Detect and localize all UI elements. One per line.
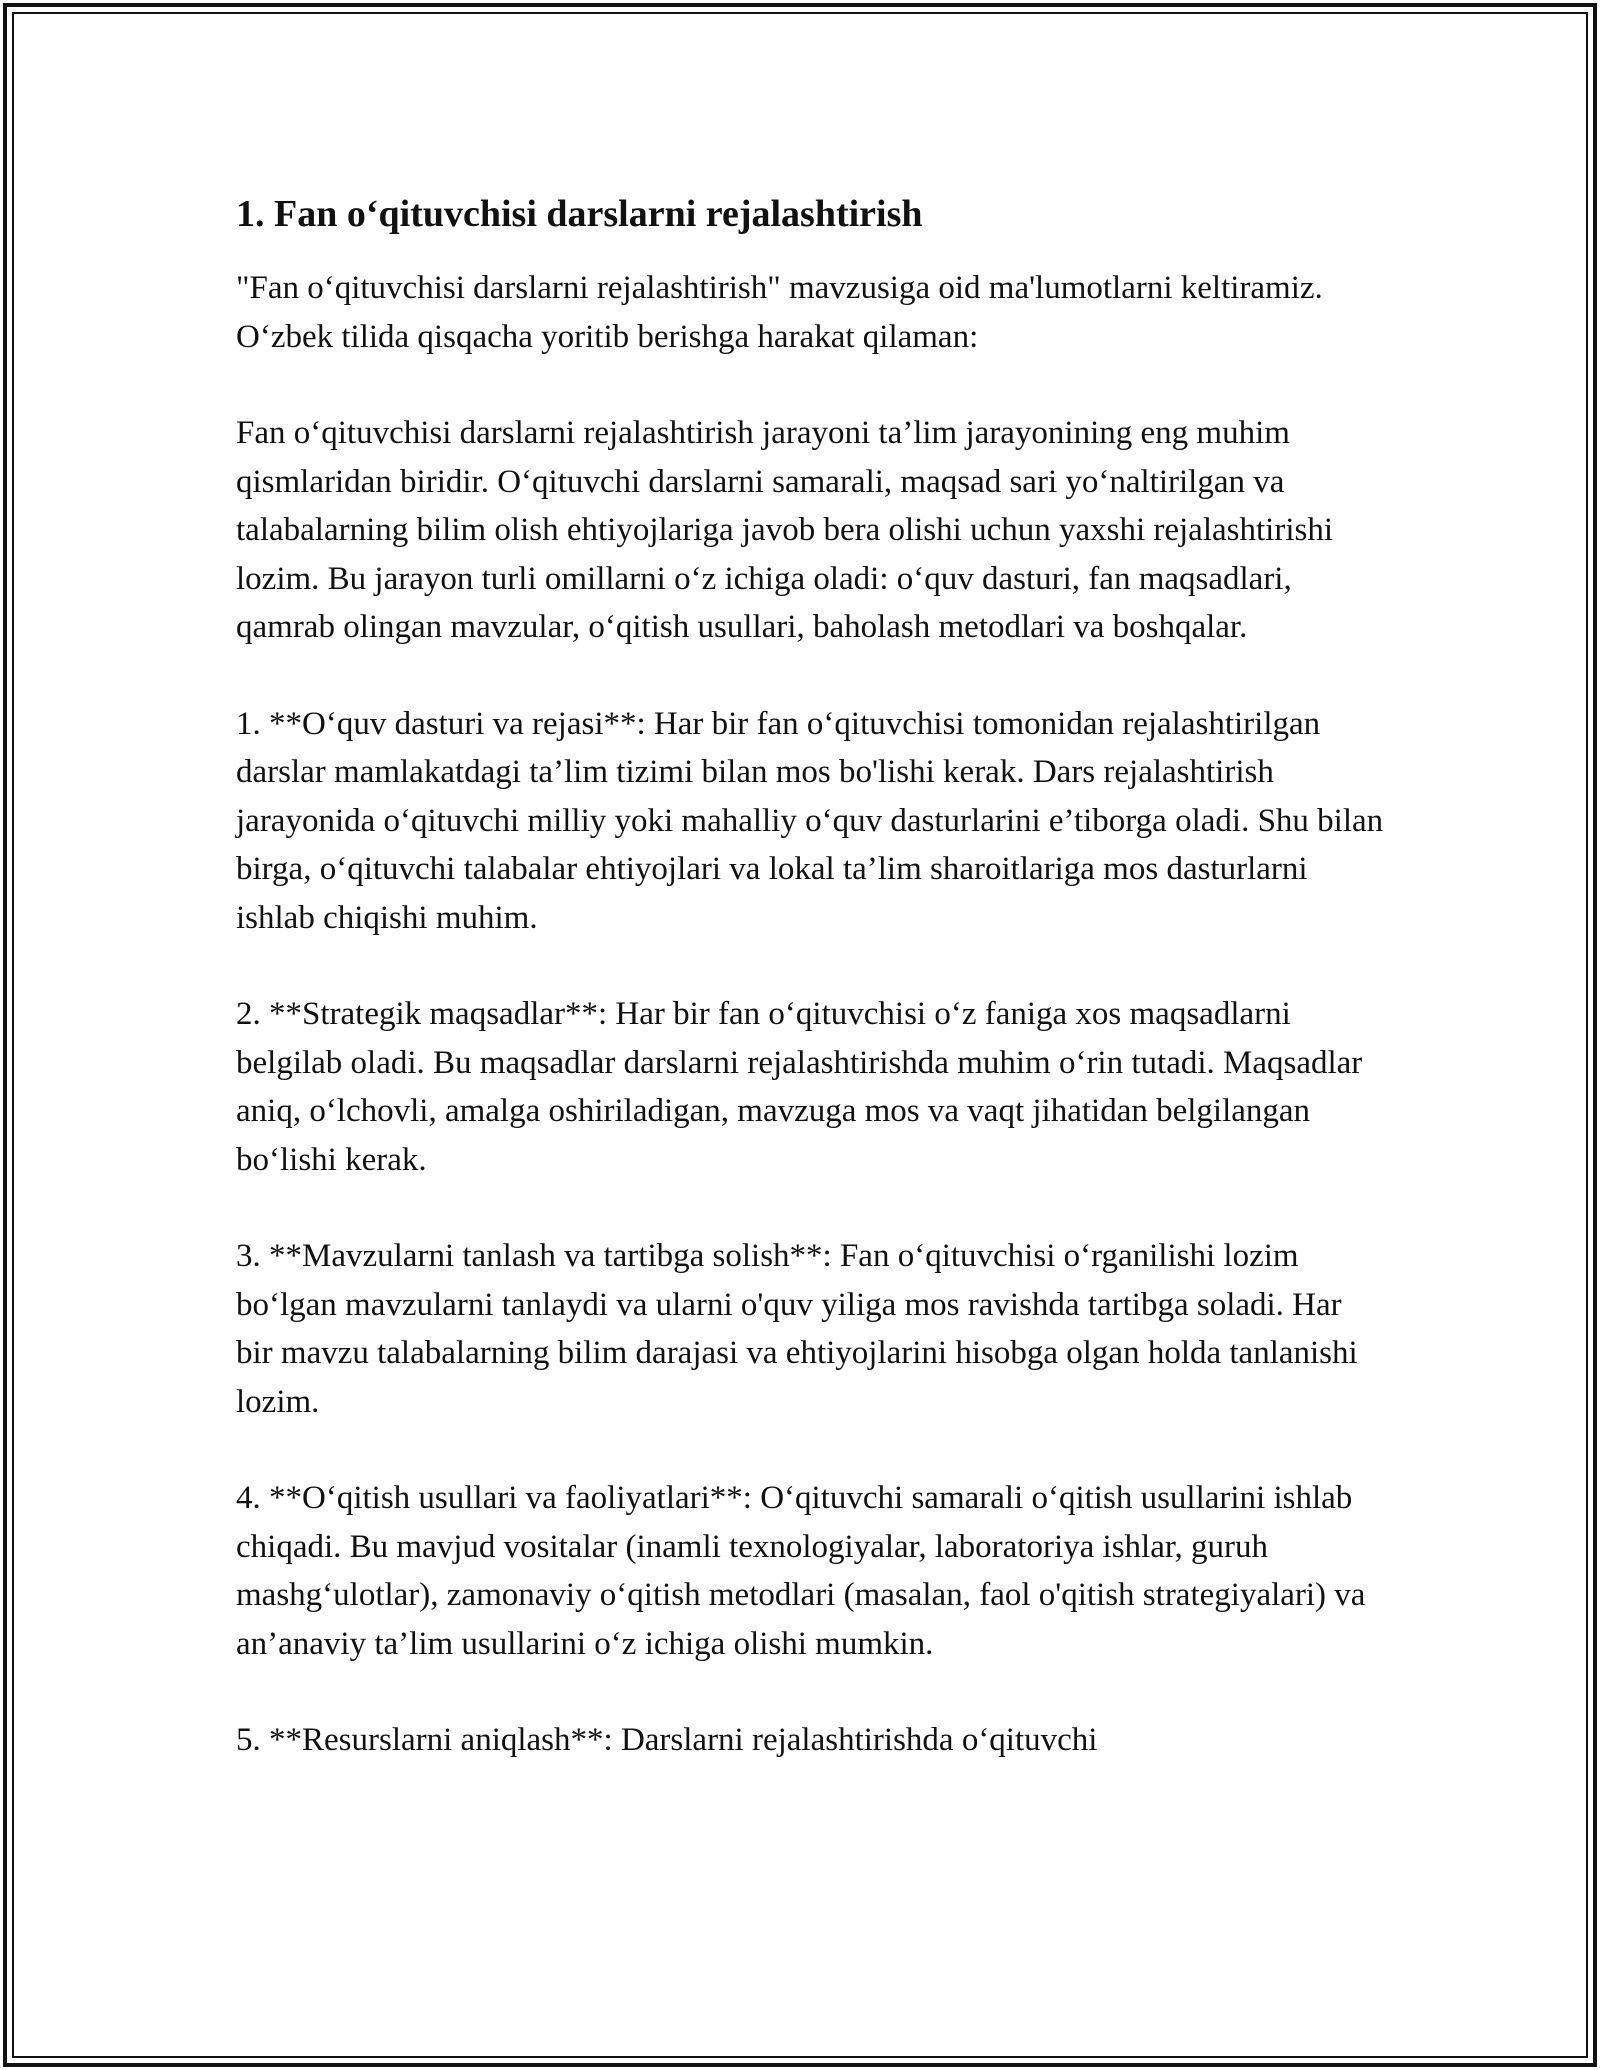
overview-paragraph: Fan o‘qituvchisi darslarni rejalashtirish jarayoni ta’lim jarayonining eng muhim qismlaridan biridir. O‘qituvchi darslarni samarali, maqsad sari yo‘naltirilgan va talabalarning bilim olish ehtiyojlariga javob bera olishi uchun yaxshi rejalashtirishi lozim. Bu jarayon turli omillarni o‘z ichiga oladi: o‘quv dasturi, fan maqsadlari, qamrab olingan mavzular, o‘qitish usullari, baholash metodlari va boshqalar.	[236, 415, 1333, 645]
intro-paragraph: "Fan o‘qituvchisi darslarni rejalashtirish" mavzusiga oid ma'lumotlarni keltiramiz. O‘zbek tilida qisqacha yoritib berishga harakat qilaman:	[236, 270, 1323, 355]
document-title: 1. Fan o‘qituvchisi darslarni rejalashtirish	[236, 193, 923, 235]
document-body	[236, 188, 1386, 1813]
item-curriculum-paragraph: 1. **O‘quv dasturi va rejasi**: Har bir fan o‘qituvchisi tomonidan rejalashtirilgan darslar mamlakatdagi ta’lim tizimi bilan mos bo'lishi kerak. Dars rejalashtirish jarayonida o‘qituvchi milliy yoki mahalliy o‘quv dasturlarini e’tiborga oladi. Shu bilan birga, o‘qituvchi talabalar ehtiyojlari va lokal ta’lim sharoitlariga mos dasturlarni ishlab chiqishi muhim.	[236, 705, 1384, 936]
item-teaching-methods-paragraph: 4. **O‘qitish usullari va faoliyatlari**: O‘qituvchi samarali o‘qitish usullarini ishlab chiqadi. Bu mavjud vositalar (inamli texnologiyalar, laboratoriya ishlar, guruh mashg‘ulotlar), zamonaviy o‘qitish metodlari (masalan, faol o'qitish strategiyalari) va an’anaviy ta’lim usullarini o‘z ichiga olishi mumkin.	[236, 1480, 1366, 1662]
item-resources-paragraph: 5. **Resurslarni aniqlash**: Darslarni rejalashtirishda o‘qituvchi	[236, 1722, 1098, 1758]
item-topic-selection-paragraph: 3. **Mavzularni tanlash va tartibga solish**: Fan o‘qituvchisi o‘rganilishi lozim bo‘lgan mavzularni tanlaydi va ularni o'quv yiliga mos ravishda tartibga soladi. Har bir mavzu talabalarning bilim darajasi va ehtiyojlarini hisobga olgan holda tanlanishi lozim.	[236, 1238, 1358, 1420]
item-strategic-goals-paragraph: 2. **Strategik maqsadlar**: Har bir fan o‘qituvchisi o‘z faniga xos maqsadlarni belgilab oladi. Bu maqsadlar darslarni rejalashtirishda muhim o‘rin tutadi. Maqsadlar aniq, o‘lchovli, amalga oshiriladigan, mavzuga mos va vaqt jihatidan belgilangan bo‘lishi kerak.	[236, 996, 1363, 1178]
